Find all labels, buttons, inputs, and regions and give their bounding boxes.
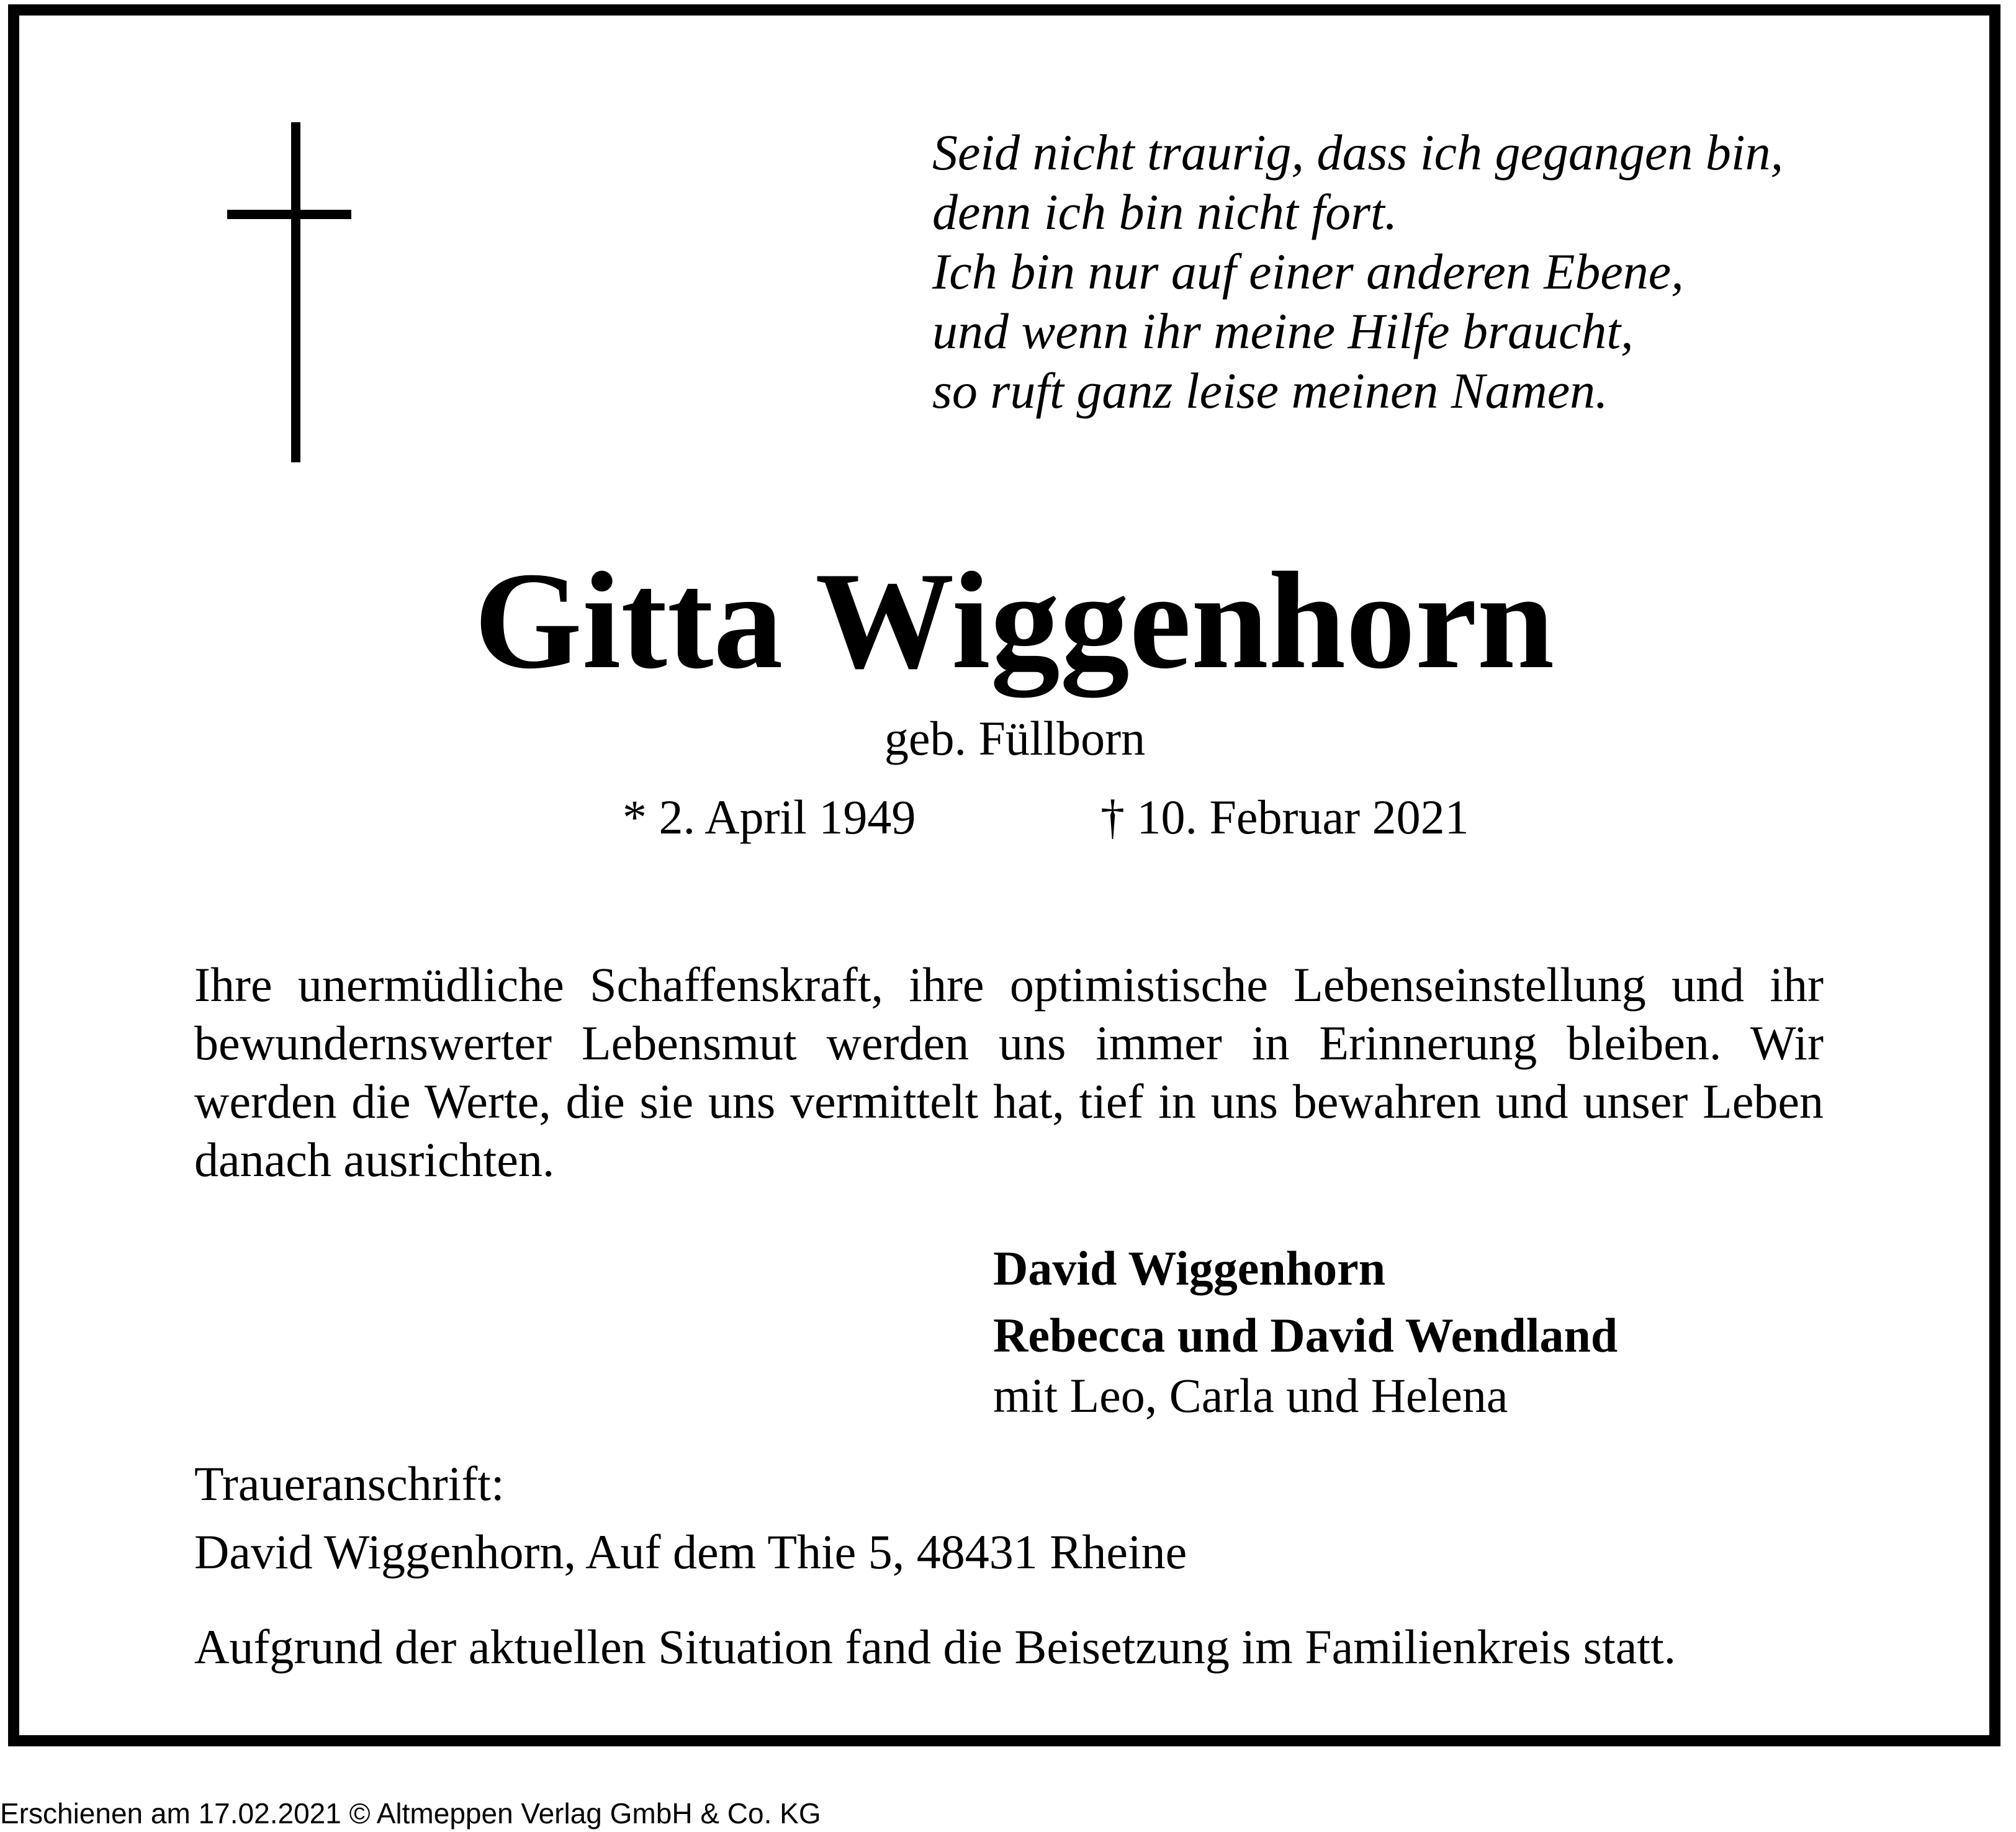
poem-line: Seid nicht traurig, dass ich gegangen bin,: [932, 124, 1784, 181]
publication-footer: Erschienen am 17.02.2021 © Altmeppen Verlag GmbH & Co. KG: [0, 1797, 821, 1830]
mourner-children: mit Leo, Carla und Helena: [993, 1368, 1508, 1422]
poem-verse: [932, 123, 1925, 421]
mourner-name: David Wiggenhorn: [993, 1241, 1386, 1295]
mourner-name: Rebecca und David Wendland: [993, 1308, 1618, 1362]
address-line: David Wiggenhorn, Auf dem Thie 5, 48431 Rheine: [194, 1525, 1187, 1579]
poem-line: so ruft ganz leise meinen Namen.: [932, 362, 1608, 419]
mourners-block: [993, 1237, 1618, 1425]
address-label: Traueranschrift:: [194, 1457, 505, 1511]
death-date: † 10. Februar 2021: [1100, 790, 1469, 844]
poem-line: Ich bin nur auf einer anderen Ebene,: [932, 243, 1684, 300]
birth-name: geb. Füllborn: [884, 711, 1146, 765]
mourning-address: [194, 1450, 1187, 1586]
poem-line: und wenn ihr meine Hilfe braucht,: [932, 303, 1634, 359]
deceased-name: Gitta Wiggenhorn: [474, 544, 1555, 698]
burial-notice: Aufgrund der aktuellen Situation fand die Beisetzung im Familienkreis statt.: [194, 1620, 1676, 1674]
birth-date: * 2. April 1949: [623, 790, 916, 844]
memorial-message: Ihre unermüdliche Schaffenskraft, ihre optimistische Lebenseinstellung und ihr bewundernswerter Lebensmut werden uns immer in Erinnerung bleiben. Wir werden die Werte, die sie uns vermittelt hat, tief in uns bewahren und unser Leben danach ausrichten.: [194, 958, 1824, 1187]
poem-line: denn ich bin nicht fort.: [932, 184, 1398, 240]
